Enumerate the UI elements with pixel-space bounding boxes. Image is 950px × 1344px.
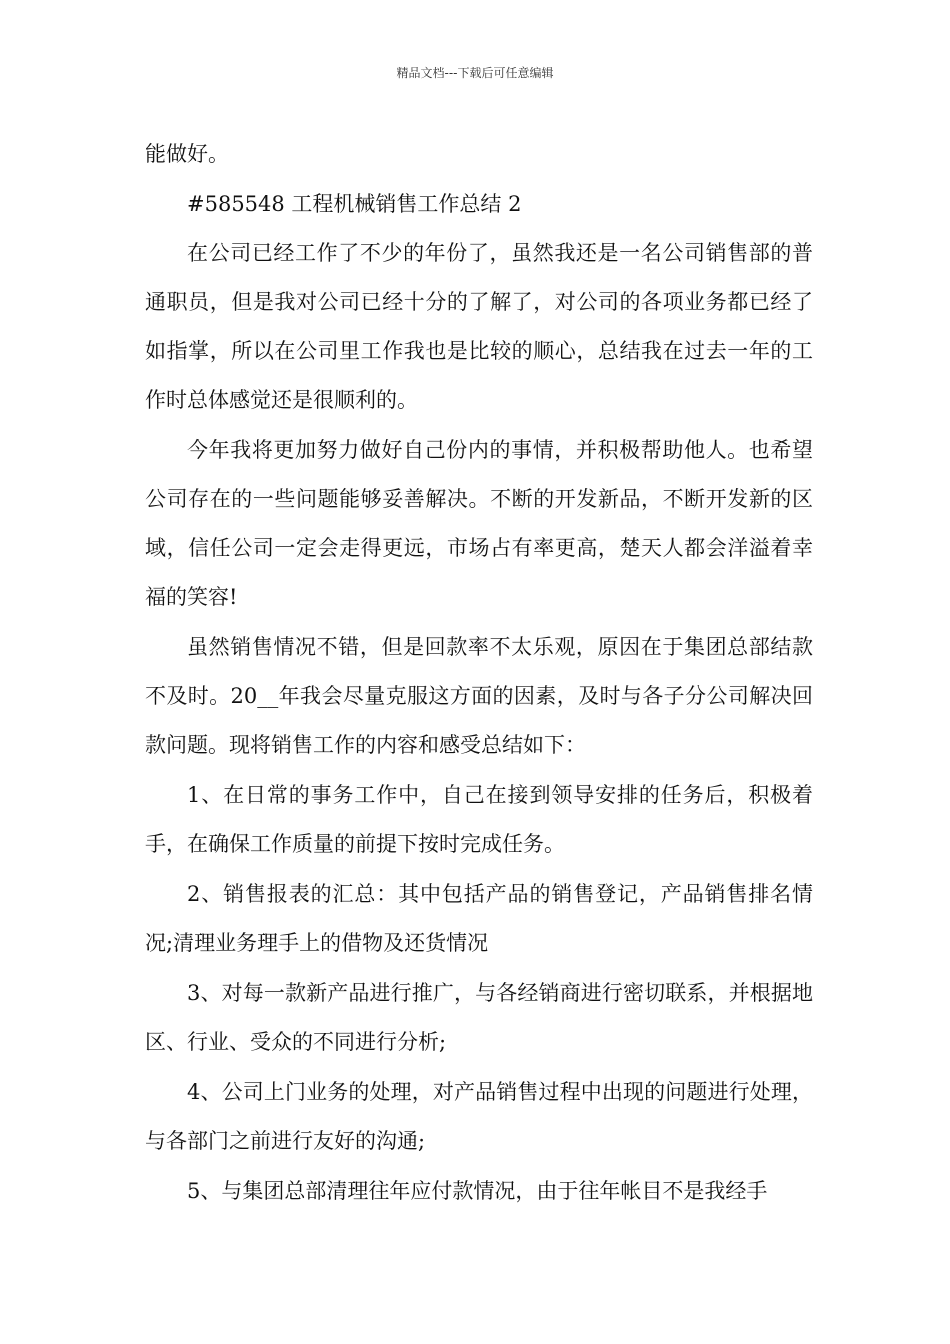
- list-item-4: 4、公司上门业务的处理，对产品销售过程中出现的问题进行处理，与各部门之前进行友好的沟通;: [145, 1080, 813, 1153]
- section-title: #585548 工程机械销售工作总结 2: [187, 192, 522, 216]
- list-item-2: 2、销售报表的汇总：其中包括产品的销售登记，产品销售排名情况;清理业务理手上的借物及还货情况: [145, 882, 813, 955]
- paragraph-plan: 今年我将更加努力做好自己份内的事情，并积极帮助他人。也希望公司存在的一些问题能够妥善解决。不断的开发新品，不断开发新的区域，信任公司一定会走得更远，市场占有率更高，楚天人都会洋溢着幸福的笑容!: [145, 438, 813, 609]
- list-item-1: 1、在日常的事务工作中，自己在接到领导安排的任务后，积极着手，在确保工作质量的前提下按时完成任务。: [145, 783, 813, 856]
- document-body: [145, 130, 813, 1217]
- list-item-3: 3、对每一款新产品进行推广，与各经销商进行密切联系，并根据地区、行业、受众的不同进行分析;: [145, 981, 813, 1054]
- paragraph-continuation: 能做好。: [145, 142, 229, 166]
- paragraph-intro: 在公司已经工作了不少的年份了，虽然我还是一名公司销售部的普通职员，但是我对公司已经十分的了解了，对公司的各项业务都已经了如指掌，所以在公司里工作我也是比较的顺心，总结我在过去一年的工作时总体感觉还是很顺利的。: [145, 241, 813, 412]
- page-header: 精品文档---下载后可任意编辑: [396, 66, 554, 80]
- paragraph-payment: 虽然销售情况不错，但是回款率不太乐观，原因在于集团总部结款不及时。20__年我会尽量克服这方面的因素，及时与各子分公司解决回款问题。现将销售工作的内容和感受总结如下：: [145, 635, 813, 757]
- list-item-5: 5、与集团总部清理往年应付款情况，由于往年帐目不是我经手: [187, 1179, 768, 1203]
